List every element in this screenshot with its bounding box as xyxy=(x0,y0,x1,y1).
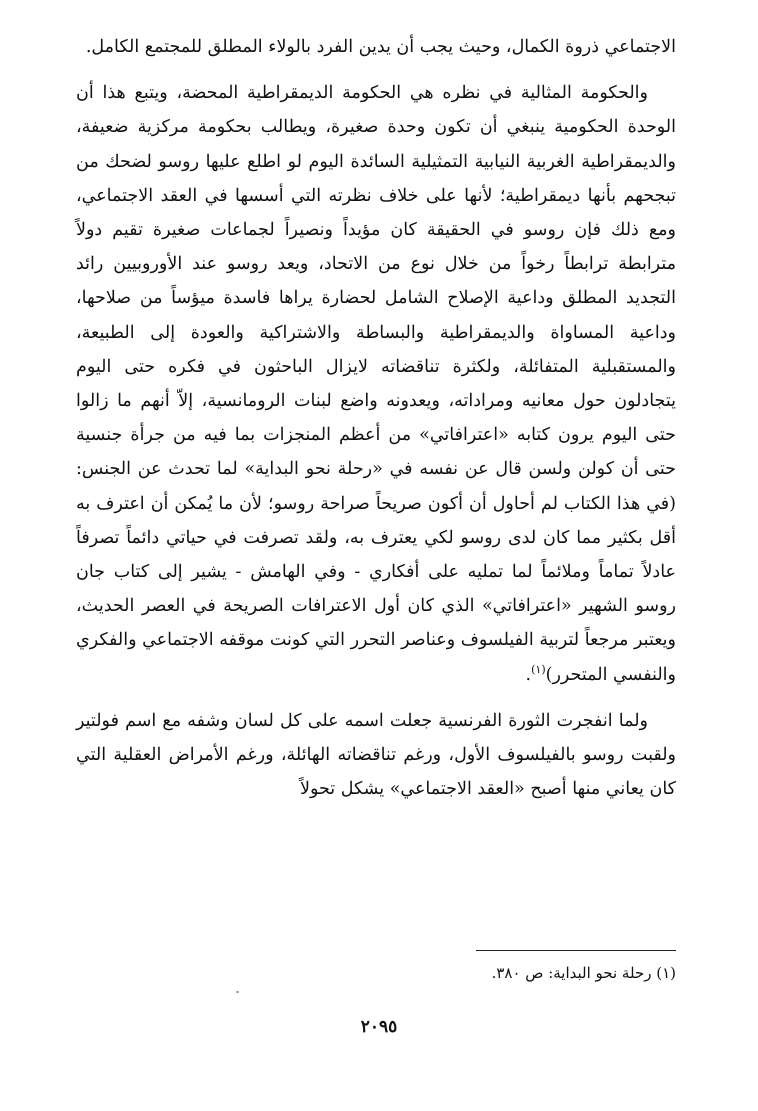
footnote xyxy=(156,960,676,986)
footnote-text: (١) رحلة نحو البداية: ص ٣٨٠. xyxy=(491,964,676,982)
paragraph-text: ولما انفجرت الثورة الفرنسية جعلت اسمه على كل لسان وشفه مع اسم فولتير ولقبت روسو بالفيلسوف الأول، ورغم تناقضاته الهائلة، ورغم الأمراض العقلية التي كان يعاني منها أصبح «العقد الاجتماعي» يشكل تحولاً xyxy=(76,710,676,800)
paragraph-ideal-government xyxy=(76,76,676,692)
paragraph-continuation xyxy=(76,30,676,64)
footnote-reference[interactable]: (١) xyxy=(531,662,546,676)
scan-speck xyxy=(236,991,239,993)
page-number: ٢٠٩٥ xyxy=(360,1017,398,1037)
paragraph-text: والحكومة المثالية في نظره هي الحكومة الديمقراطية المحضة، ويتبع هذا أن الوحدة الحكومية ينبغي أن تكون وحدة صغيرة، ويطالب بحكومة مركزية ضعيفة، والديمقراطية الغربية النيابية التمثيلية السائدة اليوم لو اطلع عليها روسو لضحك من تبجحهم بأنها ديمقراطية؛ لأنها على خلاف نظرته التي أسسها في العقد الاجتماعي، ومع ذلك فإن روسو في الحقيقة كان مؤيداً ونصيراً لجماعات صغيرة تقيم دولاً مترابطة ترابطاً رخواً من خلال نوع من الاتحاد، ويعد روسو عند الأوروبيين رائد التجديد المطلق وداعية الإصلاح الشامل لحضارة يراها فاسدة ميؤساً من صلاحها، وداعية المساواة والديمقراطية والبساطة والاشتراكية والعودة إلى الطبيعة، والمستقبلية المتفائلة، ولكثرة تناقضاته لايزال الباحثون في فكره حتى اليوم يتجادلون حول معانيه ومراداته، ويعدونه واضع لبنات الرومانسية، إلاّ أنهم ما زالوا حتى اليوم يرون كتابه «اعترافاتي» من أعظم المنجزات بما فيه من جرأة جنسية حتى أن كولن ولسن قال عن نفسه في «رحلة نحو البداية» لما تحدث عن الجنس: (في هذا الكتاب لم أحاول أن أكون صريحاً صراحة روسو؛ لأن ما يُمكن أن اعترف به أقل بكثير مما كان لدى روسو لكي يعترف به، ولقد تصرفت في حياتي دائماً تصرفاً عادلاً تماماً وملائماً لما تمليه على أفكاري - وفي الهامش - يشير إلى كتاب جان روسو الشهير «اعترافاتي» الذي كان أول الاعترافات الصريحة في العصر الحديث، ويعتبر مرجعاً لتربية الفيلسوف وعناصر التحرر التي كونت موقفه الاجتماعي والفكري والنفسي المتحرر) xyxy=(76,83,676,685)
footnote-divider xyxy=(476,950,676,951)
paragraph-tail: . xyxy=(525,664,532,685)
paragraph-text: الاجتماعي ذروة الكمال، وحيث يجب أن يدين الفرد بالولاء المطلق للمجتمع الكامل. xyxy=(85,37,676,57)
paragraph-french-revolution xyxy=(76,704,676,807)
page-body xyxy=(76,30,676,806)
